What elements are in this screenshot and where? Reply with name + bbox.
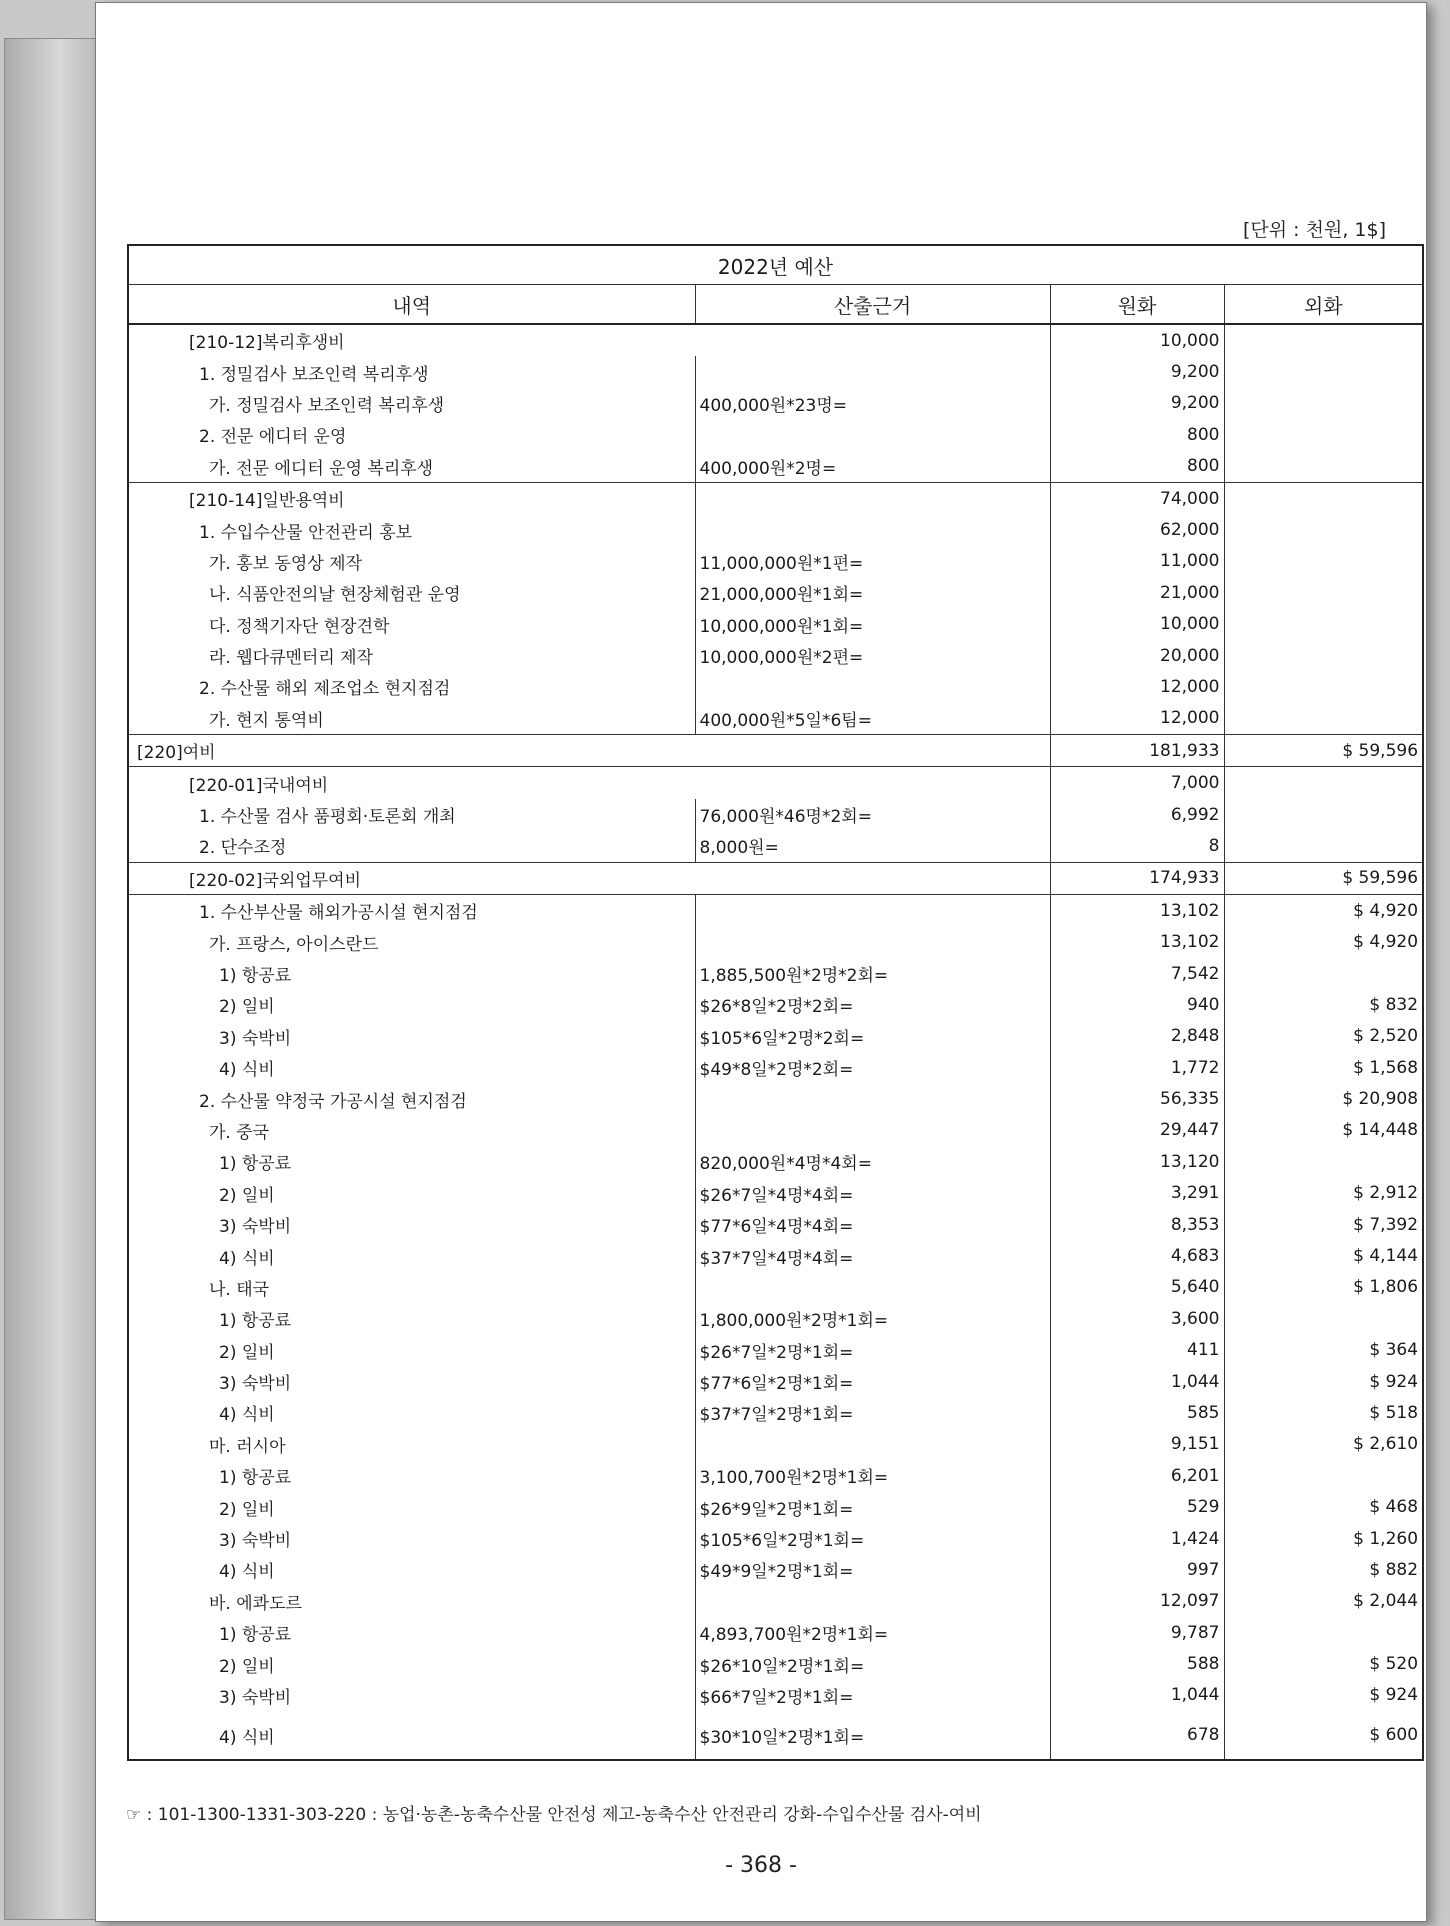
basis-cell: $49*9일*2명*1회= <box>695 1554 1050 1585</box>
fx-amount-cell: $ 4,920 <box>1224 895 1423 927</box>
basis-cell <box>695 1429 1050 1460</box>
krw-amount-cell: 13,120 <box>1050 1146 1224 1177</box>
fx-amount-cell: $ 14,448 <box>1224 1115 1423 1146</box>
krw-amount-cell: 5,640 <box>1050 1272 1224 1303</box>
item-cell: 1. 수산부산물 해외가공시설 현지점검 <box>128 895 695 927</box>
basis-cell: $49*8일*2명*2회= <box>695 1052 1050 1083</box>
fx-amount-cell <box>1224 1146 1423 1177</box>
krw-amount-cell: 1,772 <box>1050 1052 1224 1083</box>
fx-amount-cell <box>1224 1303 1423 1334</box>
fx-amount-cell: $ 520 <box>1224 1648 1423 1679</box>
krw-amount-cell: 800 <box>1050 451 1224 483</box>
krw-amount-cell: 56,335 <box>1050 1083 1224 1114</box>
table-row <box>128 514 1423 545</box>
basis-cell: 11,000,000원*1편= <box>695 546 1050 577</box>
fx-amount-cell <box>1224 830 1423 862</box>
item-cell: [220-01]국내여비 <box>128 767 1050 799</box>
table-row <box>128 451 1423 483</box>
krw-amount-cell: 29,447 <box>1050 1115 1224 1146</box>
item-cell: 4) 식비 <box>219 1248 275 1269</box>
basis-cell <box>695 1115 1050 1146</box>
krw-amount-cell: 7,542 <box>1050 958 1224 989</box>
basis-cell: 400,000원*5일*6팀= <box>695 703 1050 735</box>
krw-amount-cell: 9,787 <box>1050 1617 1224 1648</box>
table-row <box>128 1115 1423 1146</box>
basis-cell: 21,000,000원*1회= <box>695 577 1050 608</box>
fx-amount-cell <box>1224 640 1423 671</box>
fx-amount-cell <box>1224 703 1423 735</box>
fx-amount-cell: $ 468 <box>1224 1491 1423 1522</box>
krw-amount-cell: 7,000 <box>1050 767 1224 799</box>
item-cell: 1) 항공료 <box>219 966 292 986</box>
fx-amount-cell: $ 600 <box>1224 1711 1423 1760</box>
unit-label: [단위 : 천원, 1$] <box>1243 219 1386 241</box>
fx-amount-cell: $ 59,596 <box>1224 862 1423 894</box>
fx-amount-cell <box>1224 514 1423 545</box>
item-cell: 1) 항공료 <box>219 1625 292 1646</box>
basis-cell: $77*6일*2명*1회= <box>695 1366 1050 1397</box>
fx-amount-cell: $ 364 <box>1224 1335 1423 1366</box>
table-row <box>128 1648 1423 1679</box>
table-row <box>128 1491 1423 1522</box>
item-cell: 가. 전문 에디터 운영 복리후생 <box>209 458 434 479</box>
fx-amount-cell: $ 1,260 <box>1224 1523 1423 1554</box>
krw-amount-cell: 12,000 <box>1050 703 1224 735</box>
item-cell: 가. 중국 <box>209 1122 270 1143</box>
fx-amount-cell: $ 882 <box>1224 1554 1423 1585</box>
item-cell: 가. 현지 통역비 <box>209 710 324 731</box>
table-row <box>128 862 1423 894</box>
item-cell: 1) 항공료 <box>219 1311 292 1332</box>
basis-cell: 820,000원*4명*4회= <box>695 1146 1050 1177</box>
table-row <box>128 577 1423 608</box>
basis-cell: $66*7일*2명*1회= <box>695 1680 1050 1711</box>
fx-amount-cell: $ 4,144 <box>1224 1240 1423 1271</box>
item-cell: 1. 정밀검사 보조인력 복리후생 <box>199 364 429 385</box>
item-cell: 3) 숙박비 <box>219 1028 292 1049</box>
fx-amount-cell: $ 924 <box>1224 1366 1423 1397</box>
table-row <box>128 767 1423 799</box>
item-cell: 4) 식비 <box>219 1562 275 1583</box>
item-cell: 2) 일비 <box>219 1499 275 1520</box>
item-cell: 마. 러시아 <box>209 1436 286 1457</box>
item-cell: 나. 태국 <box>209 1279 270 1300</box>
fx-amount-cell: $ 2,520 <box>1224 1021 1423 1052</box>
table-row <box>128 703 1423 735</box>
fx-amount-cell: $ 924 <box>1224 1680 1423 1711</box>
item-cell: 3) 숙박비 <box>219 1217 292 1238</box>
krw-amount-cell: 997 <box>1050 1554 1224 1585</box>
table-row <box>128 609 1423 640</box>
krw-amount-cell: 3,600 <box>1050 1303 1224 1334</box>
basis-cell <box>695 514 1050 545</box>
table-row <box>128 640 1423 671</box>
basis-cell: $26*7일*4명*4회= <box>695 1178 1050 1209</box>
krw-amount-cell: 6,992 <box>1050 799 1224 830</box>
table-row <box>128 1397 1423 1428</box>
fx-amount-cell: $ 1,568 <box>1224 1052 1423 1083</box>
table-row <box>128 1429 1423 1460</box>
basis-cell: 1,800,000원*2명*1회= <box>695 1303 1050 1334</box>
table-body <box>128 324 1423 1760</box>
krw-amount-cell: 74,000 <box>1050 482 1224 514</box>
krw-amount-cell: 10,000 <box>1050 324 1224 356</box>
fx-amount-cell: $ 2,044 <box>1224 1586 1423 1617</box>
fx-amount-cell <box>1224 767 1423 799</box>
item-cell: [220-02]국외업무여비 <box>128 862 1050 894</box>
table-row <box>128 895 1423 927</box>
table-row <box>128 1711 1423 1760</box>
fx-amount-cell: $ 7,392 <box>1224 1209 1423 1240</box>
item-cell: 2) 일비 <box>219 1656 275 1677</box>
table-row <box>128 388 1423 419</box>
krw-amount-cell: 6,201 <box>1050 1460 1224 1491</box>
krw-amount-cell: 529 <box>1050 1491 1224 1522</box>
table-row <box>128 1523 1423 1554</box>
table-row <box>128 1178 1423 1209</box>
table-row <box>128 1209 1423 1240</box>
basis-cell: $26*8일*2명*2회= <box>695 989 1050 1020</box>
item-cell: 라. 웹다큐멘터리 제작 <box>209 648 374 669</box>
basis-cell: 10,000,000원*1회= <box>695 609 1050 640</box>
table-row <box>128 1617 1423 1648</box>
item-cell: 4) 식비 <box>219 1405 275 1426</box>
item-cell: 2. 수산물 약정국 가공시설 현지점검 <box>199 1091 467 1112</box>
krw-amount-cell: 11,000 <box>1050 546 1224 577</box>
krw-amount-cell: 9,200 <box>1050 356 1224 387</box>
basis-cell <box>695 1083 1050 1114</box>
header-fx: 외화 <box>1224 285 1423 325</box>
basis-cell <box>695 1272 1050 1303</box>
fx-amount-cell <box>1224 546 1423 577</box>
basis-cell: $37*7일*4명*4회= <box>695 1240 1050 1271</box>
krw-amount-cell: 800 <box>1050 419 1224 450</box>
basis-cell: 4,893,700원*2명*1회= <box>695 1617 1050 1648</box>
table-row <box>128 1366 1423 1397</box>
basis-cell: 8,000원= <box>695 830 1050 862</box>
fx-amount-cell: $ 2,610 <box>1224 1429 1423 1460</box>
table-row <box>128 1460 1423 1491</box>
item-cell: 4) 식비 <box>219 1060 275 1081</box>
basis-cell: 1,885,500원*2명*2회= <box>695 958 1050 989</box>
budget-code-footnote: ☞ : 101-1300-1331-303-220 : 농업·농촌-농축수산물 안전성 제고-농축수산 안전관리 강화-수입수산물 검사-여비 <box>126 1805 982 1825</box>
table-row <box>128 1680 1423 1711</box>
basis-cell: $26*7일*2명*1회= <box>695 1335 1050 1366</box>
header-basis: 산출근거 <box>695 285 1050 325</box>
basis-cell: $26*10일*2명*1회= <box>695 1648 1050 1679</box>
basis-cell: 3,100,700원*2명*1회= <box>695 1460 1050 1491</box>
basis-cell <box>695 356 1050 387</box>
budget-table <box>127 244 1424 1761</box>
fx-amount-cell <box>1224 958 1423 989</box>
item-cell: 3) 숙박비 <box>219 1687 292 1708</box>
item-cell: 2. 전문 에디터 운영 <box>199 427 347 448</box>
table-row <box>128 799 1423 830</box>
table-row <box>128 958 1423 989</box>
fx-amount-cell: $ 4,920 <box>1224 926 1423 957</box>
krw-amount-cell: 940 <box>1050 989 1224 1020</box>
krw-amount-cell: 12,000 <box>1050 671 1224 702</box>
basis-cell <box>695 1586 1050 1617</box>
basis-cell: $30*10일*2명*1회= <box>695 1711 1050 1760</box>
fx-amount-cell <box>1224 1460 1423 1491</box>
item-cell: 바. 에콰도르 <box>209 1593 302 1614</box>
basis-cell: $37*7일*2명*1회= <box>695 1397 1050 1428</box>
basis-cell <box>695 926 1050 957</box>
table-row <box>128 1083 1423 1114</box>
table-row <box>128 1240 1423 1271</box>
fx-amount-cell <box>1224 482 1423 514</box>
table-row <box>128 1586 1423 1617</box>
fx-amount-cell <box>1224 577 1423 608</box>
item-cell: 1) 항공료 <box>219 1468 292 1489</box>
page-number: - 368 - <box>725 1853 797 1878</box>
basis-cell <box>695 895 1050 927</box>
fx-amount-cell <box>1224 451 1423 483</box>
krw-amount-cell: 181,933 <box>1050 735 1224 767</box>
krw-amount-cell: 678 <box>1050 1711 1224 1760</box>
basis-cell: 400,000원*23명= <box>695 388 1050 419</box>
item-cell: 2) 일비 <box>219 997 275 1018</box>
krw-amount-cell: 1,044 <box>1050 1366 1224 1397</box>
table-row <box>128 356 1423 387</box>
basis-cell: 10,000,000원*2편= <box>695 640 1050 671</box>
table-row <box>128 1272 1423 1303</box>
krw-amount-cell: 411 <box>1050 1335 1224 1366</box>
krw-amount-cell: 8,353 <box>1050 1209 1224 1240</box>
krw-amount-cell: 9,200 <box>1050 388 1224 419</box>
table-row <box>128 482 1423 514</box>
table-row <box>128 671 1423 702</box>
krw-amount-cell: 2,848 <box>1050 1021 1224 1052</box>
item-cell: 4) 식비 <box>219 1727 275 1748</box>
fx-amount-cell <box>1224 609 1423 640</box>
fx-amount-cell <box>1224 419 1423 450</box>
krw-amount-cell: 8 <box>1050 830 1224 862</box>
basis-cell: $105*6일*2명*2회= <box>695 1021 1050 1052</box>
table-row <box>128 1554 1423 1585</box>
basis-cell: 76,000원*46명*2회= <box>695 799 1050 830</box>
fx-amount-cell <box>1224 799 1423 830</box>
fx-amount-cell <box>1224 1617 1423 1648</box>
fx-amount-cell <box>1224 356 1423 387</box>
item-cell: 2) 일비 <box>219 1342 275 1363</box>
krw-amount-cell: 12,097 <box>1050 1586 1224 1617</box>
table-row <box>128 830 1423 862</box>
table-row <box>128 989 1423 1020</box>
krw-amount-cell: 3,291 <box>1050 1178 1224 1209</box>
fx-amount-cell: $ 20,908 <box>1224 1083 1423 1114</box>
document-page <box>95 2 1427 1922</box>
table-row <box>128 1303 1423 1334</box>
fx-amount-cell: $ 1,806 <box>1224 1272 1423 1303</box>
fx-amount-cell <box>1224 388 1423 419</box>
item-cell: 2. 수산물 해외 제조업소 현지점검 <box>199 679 451 700</box>
item-cell: 1) 항공료 <box>219 1154 292 1175</box>
item-cell: [210-12]복리후생비 <box>128 324 1050 356</box>
fx-amount-cell <box>1224 671 1423 702</box>
krw-amount-cell: 1,044 <box>1050 1680 1224 1711</box>
fx-amount-cell: $ 518 <box>1224 1397 1423 1428</box>
item-cell: 2. 단수조정 <box>199 838 287 859</box>
table-title: 2022년 예산 <box>128 245 1423 285</box>
table-row <box>128 1021 1423 1052</box>
krw-amount-cell: 13,102 <box>1050 926 1224 957</box>
krw-amount-cell: 21,000 <box>1050 577 1224 608</box>
item-cell: 가. 홍보 동영상 제작 <box>209 553 362 574</box>
table-row <box>128 926 1423 957</box>
fx-amount-cell: $ 2,912 <box>1224 1178 1423 1209</box>
krw-amount-cell: 62,000 <box>1050 514 1224 545</box>
table-row <box>128 419 1423 450</box>
item-cell: 1. 수입수산물 안전관리 홍보 <box>199 522 413 543</box>
basis-cell: 400,000원*2명= <box>695 451 1050 483</box>
basis-cell <box>695 419 1050 450</box>
krw-amount-cell: 9,151 <box>1050 1429 1224 1460</box>
table-row <box>128 1335 1423 1366</box>
page-stack-edge <box>4 38 96 1920</box>
item-cell: 3) 숙박비 <box>219 1374 292 1395</box>
header-krw: 원화 <box>1050 285 1224 325</box>
krw-amount-cell: 20,000 <box>1050 640 1224 671</box>
item-cell: [210-14]일반용역비 <box>128 482 695 514</box>
table-row <box>128 1052 1423 1083</box>
krw-amount-cell: 1,424 <box>1050 1523 1224 1554</box>
krw-amount-cell: 10,000 <box>1050 609 1224 640</box>
item-cell: 3) 숙박비 <box>219 1531 292 1552</box>
table-row <box>128 735 1423 767</box>
krw-amount-cell: 4,683 <box>1050 1240 1224 1271</box>
item-cell: 가. 프랑스, 아이스란드 <box>209 934 379 955</box>
table-row <box>128 324 1423 356</box>
item-cell: 가. 정밀검사 보조인력 복리후생 <box>209 395 445 416</box>
basis-cell: $26*9일*2명*1회= <box>695 1491 1050 1522</box>
table-row <box>128 546 1423 577</box>
krw-amount-cell: 585 <box>1050 1397 1224 1428</box>
item-cell: 1. 수산물 검사 품평회·토론회 개최 <box>199 807 456 828</box>
fx-amount-cell: $ 832 <box>1224 989 1423 1020</box>
krw-amount-cell: 588 <box>1050 1648 1224 1679</box>
fx-amount-cell <box>1224 324 1423 356</box>
basis-cell <box>695 671 1050 702</box>
item-cell: 다. 정책기자단 현장견학 <box>209 616 390 637</box>
basis-cell: $105*6일*2명*1회= <box>695 1523 1050 1554</box>
header-item: 내역 <box>128 285 695 325</box>
krw-amount-cell: 174,933 <box>1050 862 1224 894</box>
table-row <box>128 1146 1423 1177</box>
item-cell: 2) 일비 <box>219 1185 275 1206</box>
fx-amount-cell: $ 59,596 <box>1224 735 1423 767</box>
krw-amount-cell: 13,102 <box>1050 895 1224 927</box>
basis-cell <box>695 482 1050 514</box>
basis-cell: $77*6일*4명*4회= <box>695 1209 1050 1240</box>
item-cell: [220]여비 <box>128 735 1050 767</box>
item-cell: 나. 식품안전의날 현장체험관 운영 <box>209 585 461 606</box>
